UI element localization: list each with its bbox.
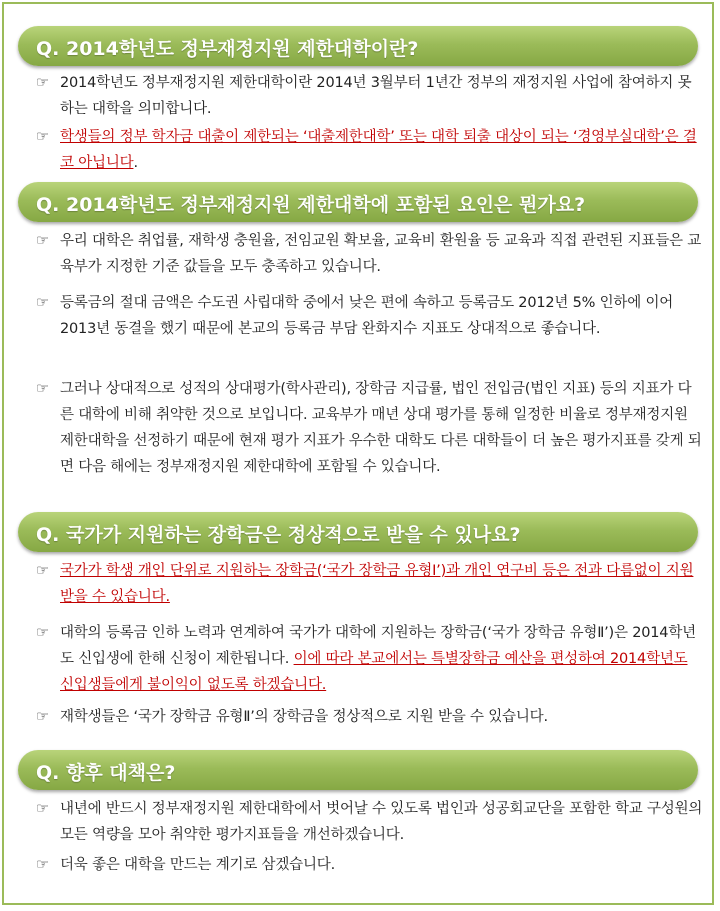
pointing-hand-icon: ☞ [36, 857, 49, 873]
section-header-definition [18, 26, 698, 66]
emphasis-text: 이에 따라 본교에서는 특별장학금 예산을 편성하여 2014학년도 신입생들에게 불이익이 없도록 하겠습니다. [60, 651, 688, 693]
item-text: 2014학년도 정부재정지원 제한대학이란 2014년 3월부터 1년간 정부의 재정지원 사업에 참여하지 못하는 대학을 의미합니다. [60, 75, 692, 117]
list-item [36, 70, 704, 122]
item-text: 더욱 좋은 대학을 만드는 계기로 삼겠습니다. [60, 857, 335, 873]
item-text: 내년에 반드시 정부재정지원 제한대학에서 벗어날 수 있도록 법인과 성공회교단을 포함한 학교 구성원의 모든 역량을 모아 취약한 평가지표들을 개선하겠습니다. [60, 801, 703, 843]
pointing-hand-icon: ☞ [36, 129, 49, 145]
pointing-hand-icon: ☞ [36, 709, 49, 725]
section-header-future-plan [18, 750, 698, 790]
item-text [60, 558, 704, 610]
item-text: 그러나 상대적으로 성적의 상대평가(학사관리), 장학금 지급률, 법인 전입금(법인 지표) 등의 지표가 다른 대학에 비해 취약한 것으로 보입니다. 교육부가 매년 상대 평가를 통해 일정한 비율로 정부재정지원 제한대학을 선정하기 때문에 현재 평가 지표가 우수한 대학도 다른 대학들이 더 높은 평가지표를 갖게 되면 다음 해에는 정부재정지원 제한대학에 포함될 수 있습니다. [60, 381, 702, 475]
item-text: 재학생들은 ‘국가 장학금 유형Ⅱ’의 장학금을 정상적으로 지원 받을 수 있습니다. [60, 709, 548, 725]
pointing-hand-icon: ☞ [36, 295, 49, 311]
item-suffix: . [133, 155, 138, 171]
list-item [36, 704, 704, 730]
pointing-hand-icon: ☞ [36, 381, 49, 397]
emphasis-text: 국가가 학생 개인 단위로 지원하는 장학금(‘국가 장학금 유형Ⅰ’)과 개인 연구비 등은 전과 다름없이 지원 받을 수 있습니다. [60, 563, 694, 605]
pointing-hand-icon: ☞ [36, 233, 49, 249]
item-text [60, 124, 704, 176]
pointing-hand-icon: ☞ [36, 75, 49, 91]
item-text [60, 620, 704, 698]
section-title: Q. 2014학년도 정부재정지원 제한대학에 포함된 요인은 뭔가요? [36, 194, 586, 216]
pointing-hand-icon: ☞ [36, 625, 49, 641]
list-item [36, 558, 704, 610]
list-item [36, 852, 704, 878]
item-text: 우리 대학은 취업률, 재학생 충원율, 전임교원 확보율, 교육비 환원율 등 교육과 직접 관련된 지표들은 교육부가 지정한 기준 값들을 모두 충족하고 있습니다. [60, 233, 702, 275]
list-item [36, 620, 704, 698]
emphasis-text: 학생들의 정부 학자금 대출이 제한되는 ‘대출제한대학’ 또는 대학 퇴출 대상이 되는 ‘경영부실대학’은 결코 아닙니다 [60, 129, 697, 171]
section-header-scholarship [18, 512, 698, 552]
list-item [36, 124, 704, 176]
section-title: Q. 향후 대책은? [36, 762, 176, 784]
pointing-hand-icon: ☞ [36, 801, 49, 817]
section-title: Q. 국가가 지원하는 장학금은 정상적으로 받을 수 있나요? [36, 524, 521, 546]
item-plain-text: 대학의 등록금 인하 노력과 연계하여 국가가 대학에 지원하는 장학금(‘국가 장학금 유형Ⅱ’)은 2014학년도 신입생에 한해 신청이 제한됩니다. [60, 625, 696, 667]
section-header-factors [18, 182, 698, 222]
pointing-hand-icon: ☞ [36, 563, 49, 579]
list-item [36, 376, 704, 480]
section-title: Q. 2014학년도 정부재정지원 제한대학이란? [36, 38, 419, 60]
list-item [36, 796, 704, 848]
list-item [36, 290, 704, 342]
item-text: 등록금의 절대 금액은 수도권 사립대학 중에서 낮은 편에 속하고 등록금도 2012년 5% 인하에 이어 2013년 동결을 했기 때문에 본교의 등록금 부담 완화지수 지표도 상대적으로 좋습니다. [60, 295, 674, 337]
list-item [36, 228, 704, 280]
